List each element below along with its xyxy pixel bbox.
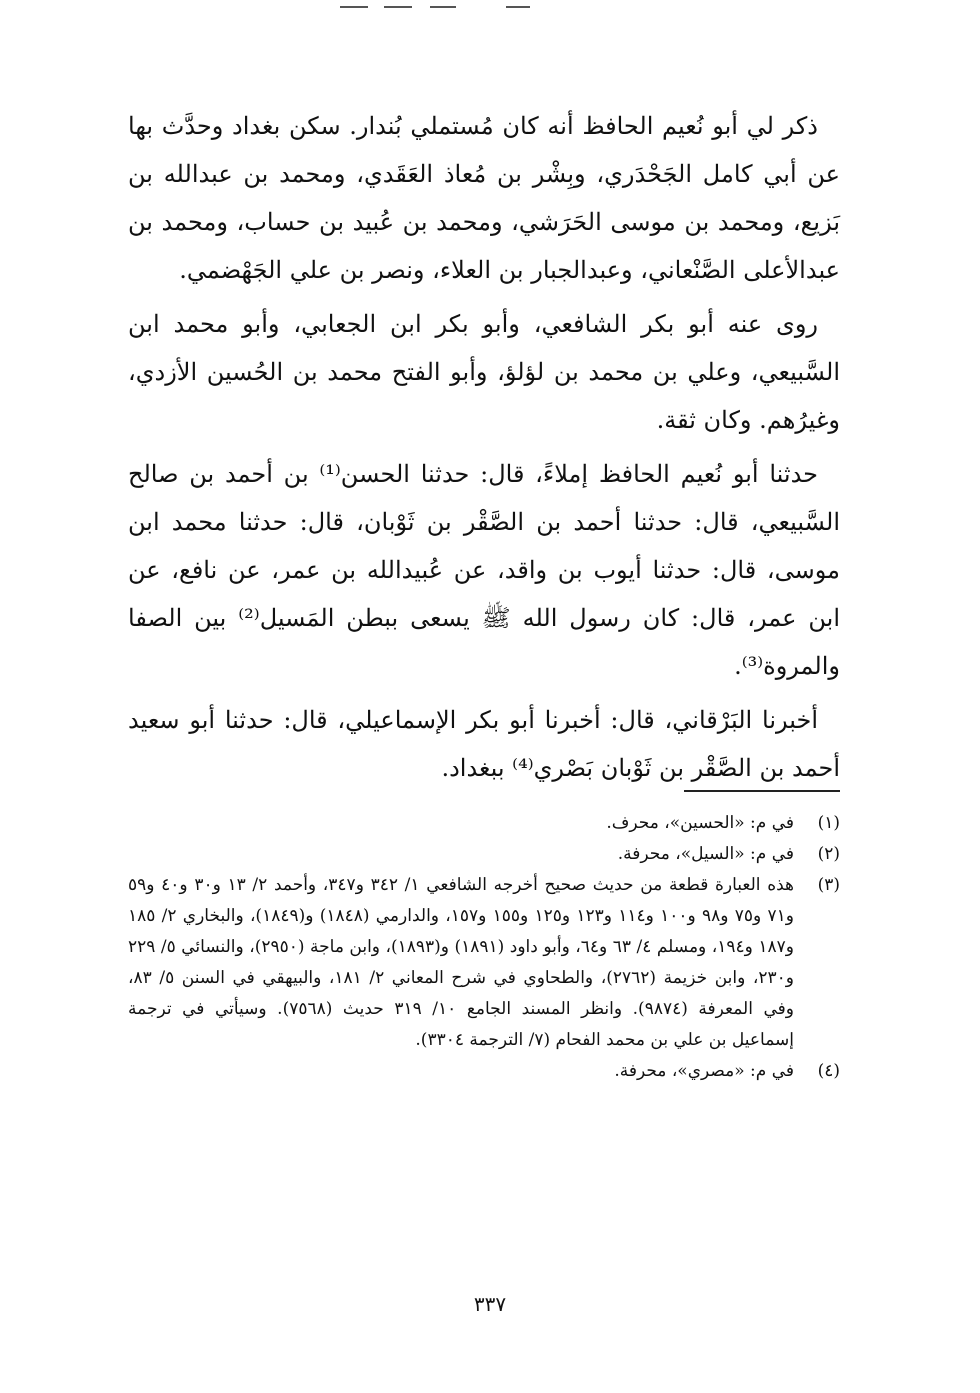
header-rule <box>340 0 560 12</box>
footnote-4 <box>128 1056 840 1087</box>
paragraph-2: روى عنه أبو بكر الشافعي، وأبو بكر ابن الجعابي، وأبو محمد ابن السَّبيعي، وعلي بن محمد بن لؤلؤ، وأبو الفتح محمد بن الحُسين الأزدي، وغيرُهم. وكان ثقة. <box>128 310 840 434</box>
main-text <box>128 102 840 792</box>
paragraph-4: أخبرنا البَرْقاني، قال: أخبرنا أبو بكر الإسماعيلي، قال: حدثنا أبو سعيد أحمد بن الصَّقْر بن ثَوْبان بَصْري⁽⁴⁾ ببغداد. <box>128 706 840 782</box>
footnote-2 <box>128 839 840 870</box>
footnote-number: (٣) <box>817 875 840 895</box>
footnote-number: (٢) <box>817 844 840 864</box>
footnote-text: في م: «الحسين»، محرف. <box>606 813 794 833</box>
paragraph-3: حدثنا أبو نُعيم الحافظ إملاءً، قال: حدثنا الحسن⁽¹⁾ بن أحمد بن صالح السَّبيعي، قال: حدثنا أحمد بن الصَّقْر بن ثَوْبان، قال: حدثنا محمد ابن موسى، قال: حدثنا أيوب بن واقد، عن عُبيدالله بن عمر، عن نافع، عن ابن عمر، قال: كان رسول الله ﷺ يسعى ببطن المَسيل⁽²⁾ بين الصفا والمروة⁽³⁾. <box>128 460 840 680</box>
footnote-text: في م: «السيل»، محرفة. <box>617 844 794 864</box>
footnote-number: (٤) <box>817 1061 840 1081</box>
paragraph-1: ذكر لي أبو نُعيم الحافظ أنه كان مُستملي بُندار. سكن بغداد وحدَّث بها عن أبي كامل الجَحْدَري، وبِشْر بن مُعاذ العَقَدي، ومحمد بن عبدالله بن بَزيع، ومحمد بن موسى الحَرَشي، ومحمد بن عُبيد بن حساب، ومحمد بن عبدالأعلى الصَّنْعاني، وعبدالجبار بن العلاء، ونصر بن علي الجَهْضمي. <box>128 112 840 284</box>
footnote-3 <box>128 870 840 1056</box>
footnotes <box>128 808 840 1087</box>
footnote-text: هذه العبارة قطعة من حديث صحيح أخرجه الشافعي ١/ ٣٤٢ و٣٤٧، وأحمد ٢/ ١٣ و٣٠ و٤٠ و٥٩ و٧١ و٧٥ و٩٨ و١٠٠ و١١٤ و١٢٣ و١٢٥ و١٥٥ و١٥٧، والدارمي (١٨٤٨) و(١٨٤٩)، والبخاري ٢/ ١٨٥ و١٨٧ و١٩٤، ومسلم ٤/ ٦٣ و٦٤، وأبو داود (١٨٩١) و(١٨٩٣)، وابن ماجة (٢٩٥٠)، والنسائي ٥/ ٢٢٩ و٢٣٠، وابن خزيمة (٢٧٦٢)، والطحاوي في شرح المعاني ٢/ ١٨١، والبيهقي في السنن ٥/ ٨٣، وفي المعرفة (٩٨٧٤). وانظر المسند الجامع ١٠/ ٣١٩ حديث (٧٥٦٨). وسيأتي في ترجمة إسماعيل بن علي بن محمد الفحام (٧/ الترجمة ٣٣٠٤). <box>128 875 795 1050</box>
footnote-text: في م: «مصري»، محرفة. <box>614 1061 794 1081</box>
footnote-1 <box>128 808 840 839</box>
footnote-divider <box>684 790 840 792</box>
page-number: ٣٣٧ <box>473 1292 507 1316</box>
footnote-number: (١) <box>817 813 840 833</box>
